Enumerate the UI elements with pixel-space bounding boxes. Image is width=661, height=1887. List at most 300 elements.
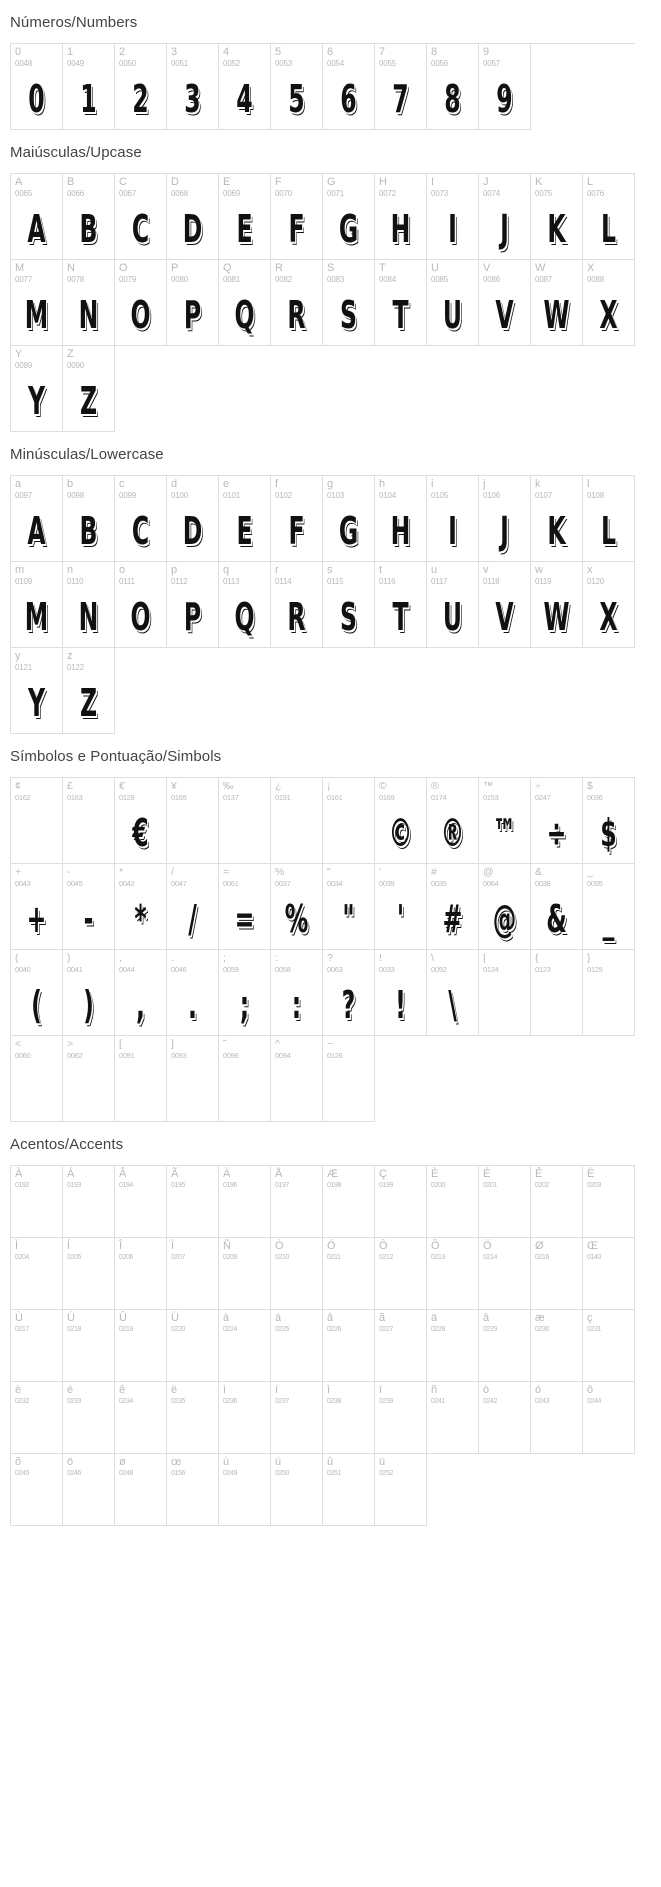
glyph-preview: Z [79, 379, 98, 423]
glyph-cell[interactable] [115, 562, 167, 648]
glyph-cell[interactable] [271, 1166, 323, 1238]
glyph-char-code: 0232 [15, 1398, 29, 1405]
glyph-cell[interactable] [323, 260, 375, 346]
glyph-cell[interactable] [219, 1310, 271, 1382]
glyph-cell[interactable] [427, 1238, 479, 1310]
glyph-cell[interactable] [375, 562, 427, 648]
glyph-cell[interactable] [115, 1454, 167, 1526]
glyph-cell[interactable] [115, 864, 167, 950]
glyph-cell[interactable] [583, 562, 635, 648]
glyph-preview: ™ [492, 811, 517, 855]
glyph-cell[interactable] [427, 476, 479, 562]
glyph-char-code: 0068 [171, 189, 188, 198]
glyph-char-code: 0195 [171, 1182, 185, 1189]
glyph-char-code: 0126 [327, 1051, 343, 1060]
glyph-char-label: ò [483, 1384, 490, 1396]
glyph-char-code: 0043 [15, 879, 31, 888]
glyph-cell[interactable] [427, 778, 479, 864]
glyph-char-code: 0123 [535, 965, 551, 974]
glyph-char-label: € [119, 780, 125, 792]
glyph-cell[interactable] [11, 648, 63, 734]
glyph-char-label: 9 [483, 46, 490, 58]
glyph-preview: ; [239, 983, 250, 1027]
glyph-cell[interactable] [219, 174, 271, 260]
glyph-cell[interactable] [323, 778, 375, 864]
glyph-char-label: ; [223, 952, 226, 964]
glyph-preview: U [442, 595, 463, 639]
glyph-char-code: 0199 [379, 1182, 393, 1189]
glyph-cell[interactable] [323, 864, 375, 950]
glyph-char-label: a [15, 478, 22, 490]
glyph-cell[interactable] [531, 174, 583, 260]
glyph-char-label: > [67, 1038, 74, 1050]
glyph-cell[interactable] [323, 174, 375, 260]
glyph-cell[interactable] [11, 1238, 63, 1310]
glyph-char-label: V [483, 262, 491, 274]
glyph-cell[interactable] [427, 1310, 479, 1382]
glyph-preview: T [392, 595, 409, 639]
glyph-cell[interactable] [583, 950, 635, 1036]
glyph-cell[interactable] [219, 1036, 271, 1122]
glyph-cell[interactable] [531, 1382, 583, 1454]
glyph-cell[interactable] [219, 1238, 271, 1310]
glyph-cell[interactable] [63, 44, 115, 130]
glyph-char-code: 0061 [223, 879, 239, 888]
glyph-cell[interactable] [323, 1310, 375, 1382]
glyph-preview: \ [448, 983, 457, 1027]
glyph-char-code: 0049 [67, 59, 84, 68]
glyph-cell[interactable] [219, 562, 271, 648]
glyph-cell[interactable] [11, 950, 63, 1036]
glyph-char-label: ù [223, 1456, 230, 1468]
glyph-preview: P [183, 595, 202, 639]
glyph-cell[interactable] [115, 476, 167, 562]
glyph-char-code: 0193 [67, 1182, 81, 1189]
glyph-char-code: 0226 [327, 1326, 341, 1333]
glyph-cell[interactable] [167, 1238, 219, 1310]
glyph-cell[interactable] [115, 174, 167, 260]
glyph-char-code: 0045 [67, 879, 83, 888]
glyph-char-code: 0063 [327, 965, 343, 974]
glyph-preview: : [291, 983, 302, 1027]
glyph-preview: S [340, 595, 357, 639]
glyph-char-label: Ó [327, 1240, 336, 1252]
glyph-char-label: õ [15, 1456, 22, 1468]
glyph-char-code: 0111 [119, 577, 135, 586]
glyph-preview: 1 [80, 77, 97, 121]
glyph-preview: D [182, 207, 203, 251]
glyph-preview: O [130, 595, 151, 639]
glyph-cell[interactable] [63, 950, 115, 1036]
glyph-cell[interactable] [115, 260, 167, 346]
glyph-cell[interactable] [479, 562, 531, 648]
glyph-cell[interactable] [271, 476, 323, 562]
glyph-preview: % [284, 897, 309, 941]
glyph-char-label: o [119, 564, 126, 576]
glyph-char-code: 0140 [587, 1254, 601, 1261]
glyph-preview: € [132, 811, 149, 855]
glyph-cell[interactable] [167, 476, 219, 562]
glyph-cell[interactable] [427, 1382, 479, 1454]
glyph-preview: & [546, 897, 567, 941]
glyph-char-label: È [431, 1168, 439, 1180]
glyph-preview: L [600, 207, 617, 251]
glyph-preview: _ [602, 897, 615, 941]
glyph-preview: C [131, 207, 150, 251]
glyph-cell[interactable] [323, 950, 375, 1036]
glyph-preview: 9 [496, 77, 513, 121]
glyph-cell[interactable] [479, 174, 531, 260]
glyph-cell[interactable] [63, 864, 115, 950]
glyph-preview: V [495, 595, 514, 639]
glyph-char-label: Ô [379, 1240, 388, 1252]
glyph-cell[interactable] [479, 1310, 531, 1382]
glyph-cell[interactable] [271, 260, 323, 346]
glyph-char-code: 0200 [431, 1182, 445, 1189]
section-title-lowercase: Minúsculas/Lowercase [10, 446, 164, 463]
glyph-char-label: ‰ [223, 780, 234, 792]
glyph-cell[interactable] [271, 562, 323, 648]
glyph-char-label: Ë [587, 1168, 595, 1180]
glyph-preview: U [442, 293, 463, 337]
glyph-cell[interactable] [115, 1310, 167, 1382]
glyph-cell[interactable] [167, 1382, 219, 1454]
glyph-cell[interactable] [63, 1166, 115, 1238]
glyph-preview: F [288, 207, 305, 251]
glyph-cell[interactable] [115, 1036, 167, 1122]
glyph-char-code: 0252 [379, 1470, 393, 1477]
glyph-cell[interactable] [531, 864, 583, 950]
glyph-cell[interactable] [63, 1454, 115, 1526]
glyph-cell[interactable] [11, 476, 63, 562]
glyph-cell[interactable] [63, 174, 115, 260]
glyph-cell[interactable] [583, 1310, 635, 1382]
glyph-cell[interactable] [271, 864, 323, 950]
glyph-char-label: { [535, 952, 539, 964]
glyph-char-label: x [587, 564, 593, 576]
glyph-char-code: 0124 [483, 965, 499, 974]
glyph-cell[interactable] [531, 1310, 583, 1382]
glyph-cell[interactable] [219, 260, 271, 346]
glyph-cell[interactable] [375, 1310, 427, 1382]
glyph-cell[interactable] [219, 778, 271, 864]
glyph-char-label: H [379, 176, 387, 188]
glyph-char-label: , [119, 952, 122, 964]
glyph-char-label: ø [119, 1456, 126, 1468]
glyph-char-code: 0058 [275, 965, 291, 974]
glyph-cell[interactable] [115, 1166, 167, 1238]
glyph-cell[interactable] [63, 1036, 115, 1122]
glyph-char-code: 0097 [15, 491, 32, 500]
glyph-cell[interactable] [479, 950, 531, 1036]
glyph-char-code: 0105 [431, 491, 448, 500]
glyph-char-label: P [171, 262, 179, 274]
glyph-char-label: ÷ [535, 780, 541, 792]
glyph-cell[interactable] [427, 1166, 479, 1238]
glyph-cell[interactable] [479, 864, 531, 950]
glyph-char-code: 0122 [67, 663, 84, 672]
glyph-char-label: X [587, 262, 595, 274]
glyph-cell[interactable] [11, 1036, 63, 1122]
glyph-preview: S [340, 293, 357, 337]
glyph-char-code: 0212 [379, 1254, 393, 1261]
glyph-cell[interactable] [11, 44, 63, 130]
glyph-char-label: Õ [431, 1240, 440, 1252]
glyph-char-code: 0211 [327, 1254, 341, 1261]
glyph-cell[interactable] [11, 1382, 63, 1454]
glyph-cell[interactable] [11, 346, 63, 432]
glyph-char-code: 0060 [15, 1051, 31, 1060]
glyph-cell[interactable] [219, 864, 271, 950]
glyph-cell[interactable] [323, 1454, 375, 1526]
glyph-cell[interactable] [63, 1310, 115, 1382]
glyph-cell[interactable] [531, 562, 583, 648]
glyph-char-label: À [15, 1168, 23, 1180]
glyph-cell[interactable] [167, 1036, 219, 1122]
glyph-char-label: W [535, 262, 546, 274]
glyph-cell[interactable] [531, 260, 583, 346]
glyph-cell[interactable] [219, 1454, 271, 1526]
glyph-cell[interactable] [583, 260, 635, 346]
glyph-cell[interactable] [583, 174, 635, 260]
glyph-cell[interactable] [167, 174, 219, 260]
glyph-cell[interactable] [219, 950, 271, 1036]
glyph-char-code: 0090 [67, 361, 84, 370]
glyph-cell[interactable] [323, 1036, 375, 1122]
glyph-cell[interactable] [167, 260, 219, 346]
section-title-symbols: Símbolos e Pontuação/Simbols [10, 748, 222, 765]
glyph-char-code: 0081 [223, 275, 240, 284]
glyph-cell[interactable] [479, 476, 531, 562]
glyph-cell[interactable] [479, 44, 531, 130]
glyph-cell[interactable] [219, 476, 271, 562]
glyph-cell[interactable] [375, 864, 427, 950]
glyph-cell[interactable] [375, 1166, 427, 1238]
glyph-char-code: 0128 [119, 793, 135, 802]
glyph-cell[interactable] [167, 950, 219, 1036]
glyph-cell[interactable] [11, 562, 63, 648]
glyph-cell[interactable] [115, 950, 167, 1036]
glyph-char-code: 0101 [223, 491, 240, 500]
glyph-preview: P [183, 293, 202, 337]
glyph-cell[interactable] [323, 476, 375, 562]
glyph-cell[interactable] [583, 1382, 635, 1454]
glyph-preview: H [390, 207, 411, 251]
glyph-char-label: u [431, 564, 438, 576]
glyph-cell[interactable] [375, 260, 427, 346]
glyph-char-label: l [587, 478, 590, 490]
glyph-cell[interactable] [479, 1166, 531, 1238]
glyph-cell[interactable] [427, 950, 479, 1036]
glyph-cell[interactable] [63, 346, 115, 432]
glyph-cell[interactable] [11, 260, 63, 346]
glyph-cell[interactable] [479, 778, 531, 864]
glyph-cell[interactable] [115, 1382, 167, 1454]
glyph-cell[interactable] [583, 1166, 635, 1238]
glyph-char-code: 0112 [171, 577, 188, 586]
glyph-char-code: 0163 [67, 793, 83, 802]
glyph-cell[interactable] [167, 864, 219, 950]
glyph-cell[interactable] [375, 1238, 427, 1310]
glyph-char-label: - [67, 866, 71, 878]
glyph-cell[interactable] [375, 1382, 427, 1454]
glyph-preview: + [26, 897, 47, 941]
glyph-char-label: ô [587, 1384, 594, 1396]
glyph-cell[interactable] [479, 260, 531, 346]
glyph-cell[interactable] [375, 476, 427, 562]
glyph-char-label: á [275, 1312, 282, 1324]
glyph-char-label: g [327, 478, 334, 490]
glyph-char-code: 0074 [483, 189, 500, 198]
glyph-char-code: 0227 [379, 1326, 393, 1333]
glyph-char-code: 0053 [275, 59, 292, 68]
glyph-cell[interactable] [11, 864, 63, 950]
glyph-cell[interactable] [115, 44, 167, 130]
glyph-char-label: ? [327, 952, 333, 964]
glyph-char-label: Ï [171, 1240, 175, 1252]
glyph-cell[interactable] [531, 1166, 583, 1238]
glyph-char-label: Ç [379, 1168, 387, 1180]
glyph-cell[interactable] [583, 1238, 635, 1310]
glyph-preview: N [78, 293, 99, 337]
glyph-cell[interactable] [271, 1238, 323, 1310]
glyph-cell[interactable] [375, 950, 427, 1036]
glyph-cell[interactable] [219, 1382, 271, 1454]
glyph-cell[interactable] [479, 1382, 531, 1454]
glyph-char-code: 0102 [275, 491, 292, 500]
glyph-cell[interactable] [583, 778, 635, 864]
glyph-char-code: 0034 [327, 879, 343, 888]
glyph-cell[interactable] [375, 1454, 427, 1526]
glyph-cell[interactable] [271, 778, 323, 864]
glyph-cell[interactable] [375, 778, 427, 864]
glyph-char-code: 0249 [223, 1470, 237, 1477]
glyph-cell[interactable] [323, 44, 375, 130]
glyph-char-code: 0065 [15, 189, 32, 198]
glyph-char-label: ( [15, 952, 19, 964]
glyph-cell[interactable] [63, 1238, 115, 1310]
glyph-cell[interactable] [427, 44, 479, 130]
glyph-cell[interactable] [167, 1454, 219, 1526]
glyph-char-code: 0066 [67, 189, 84, 198]
glyph-char-label: e [223, 478, 230, 490]
glyph-cell[interactable] [479, 1238, 531, 1310]
glyph-char-label: t [379, 564, 383, 576]
glyph-cell[interactable] [271, 1036, 323, 1122]
glyph-cell[interactable] [427, 562, 479, 648]
glyph-cell[interactable] [531, 476, 583, 562]
glyph-char-label: ê [119, 1384, 126, 1396]
glyph-char-code: 0250 [275, 1470, 289, 1477]
glyph-char-code: 0118 [483, 577, 500, 586]
section-numbers [0, 0, 661, 130]
glyph-cell[interactable] [271, 1454, 323, 1526]
glyph-cell[interactable] [323, 1166, 375, 1238]
glyph-cell[interactable] [115, 1238, 167, 1310]
glyph-cell[interactable] [427, 260, 479, 346]
glyph-cell[interactable] [11, 1454, 63, 1526]
glyph-cell[interactable] [323, 562, 375, 648]
glyph-cell[interactable] [583, 864, 635, 950]
glyph-cell[interactable] [219, 1166, 271, 1238]
glyph-cell[interactable] [167, 778, 219, 864]
glyph-cell[interactable] [531, 950, 583, 1036]
glyph-cell[interactable] [11, 778, 63, 864]
glyph-cell[interactable] [63, 562, 115, 648]
glyph-char-label: / [171, 866, 174, 878]
glyph-cell[interactable] [63, 778, 115, 864]
glyph-preview: I [448, 207, 457, 251]
glyph-grid-numbers [10, 43, 635, 130]
glyph-cell[interactable] [271, 44, 323, 130]
glyph-preview: 8 [444, 77, 461, 121]
glyph-char-label: D [171, 176, 179, 188]
glyph-preview: Q [234, 595, 255, 639]
glyph-cell[interactable] [375, 44, 427, 130]
glyph-cell[interactable] [63, 648, 115, 734]
glyph-cell[interactable] [167, 44, 219, 130]
glyph-char-label: £ [67, 780, 73, 792]
glyph-char-label: ® [431, 780, 439, 792]
glyph-cell[interactable] [167, 562, 219, 648]
glyph-cell[interactable] [63, 260, 115, 346]
glyph-char-code: 0202 [535, 1182, 549, 1189]
glyph-cell[interactable] [271, 950, 323, 1036]
glyph-cell[interactable] [271, 174, 323, 260]
glyph-char-label: m [15, 564, 25, 576]
glyph-cell[interactable] [375, 174, 427, 260]
glyph-char-label: Ê [535, 1168, 543, 1180]
glyph-char-code: 0207 [171, 1254, 185, 1261]
glyph-char-code: 0057 [483, 59, 500, 68]
glyph-cell[interactable] [63, 1382, 115, 1454]
glyph-char-code: 0121 [15, 663, 32, 672]
glyph-char-label: y [15, 650, 21, 662]
glyph-cell[interactable] [531, 778, 583, 864]
glyph-preview: A [27, 207, 46, 251]
glyph-char-code: 0042 [119, 879, 135, 888]
glyph-cell[interactable] [219, 44, 271, 130]
glyph-cell[interactable] [531, 1238, 583, 1310]
glyph-cell[interactable] [11, 1166, 63, 1238]
glyph-char-code: 0070 [275, 189, 292, 198]
glyph-cell[interactable] [271, 1310, 323, 1382]
glyph-cell[interactable] [11, 1310, 63, 1382]
glyph-cell[interactable] [167, 1310, 219, 1382]
glyph-cell[interactable] [271, 1382, 323, 1454]
glyph-preview: J [500, 207, 509, 251]
glyph-preview: ? [341, 983, 356, 1027]
glyph-char-label: ç [587, 1312, 593, 1324]
glyph-cell[interactable] [323, 1382, 375, 1454]
glyph-char-label: 0 [15, 46, 22, 58]
glyph-cell[interactable] [323, 1238, 375, 1310]
glyph-cell[interactable] [427, 864, 479, 950]
glyph-char-code: 0233 [67, 1398, 81, 1405]
glyph-char-code: 0241 [431, 1398, 445, 1405]
glyph-cell[interactable] [63, 476, 115, 562]
glyph-cell[interactable] [11, 174, 63, 260]
glyph-char-code: 0108 [587, 491, 604, 500]
glyph-char-label: Ü [171, 1312, 179, 1324]
glyph-cell[interactable] [115, 778, 167, 864]
glyph-cell[interactable] [167, 1166, 219, 1238]
glyph-cell[interactable] [427, 174, 479, 260]
glyph-preview: W [543, 293, 570, 337]
glyph-cell[interactable] [583, 476, 635, 562]
glyph-char-code: 0094 [275, 1051, 291, 1060]
glyph-char-code: 0205 [67, 1254, 81, 1261]
